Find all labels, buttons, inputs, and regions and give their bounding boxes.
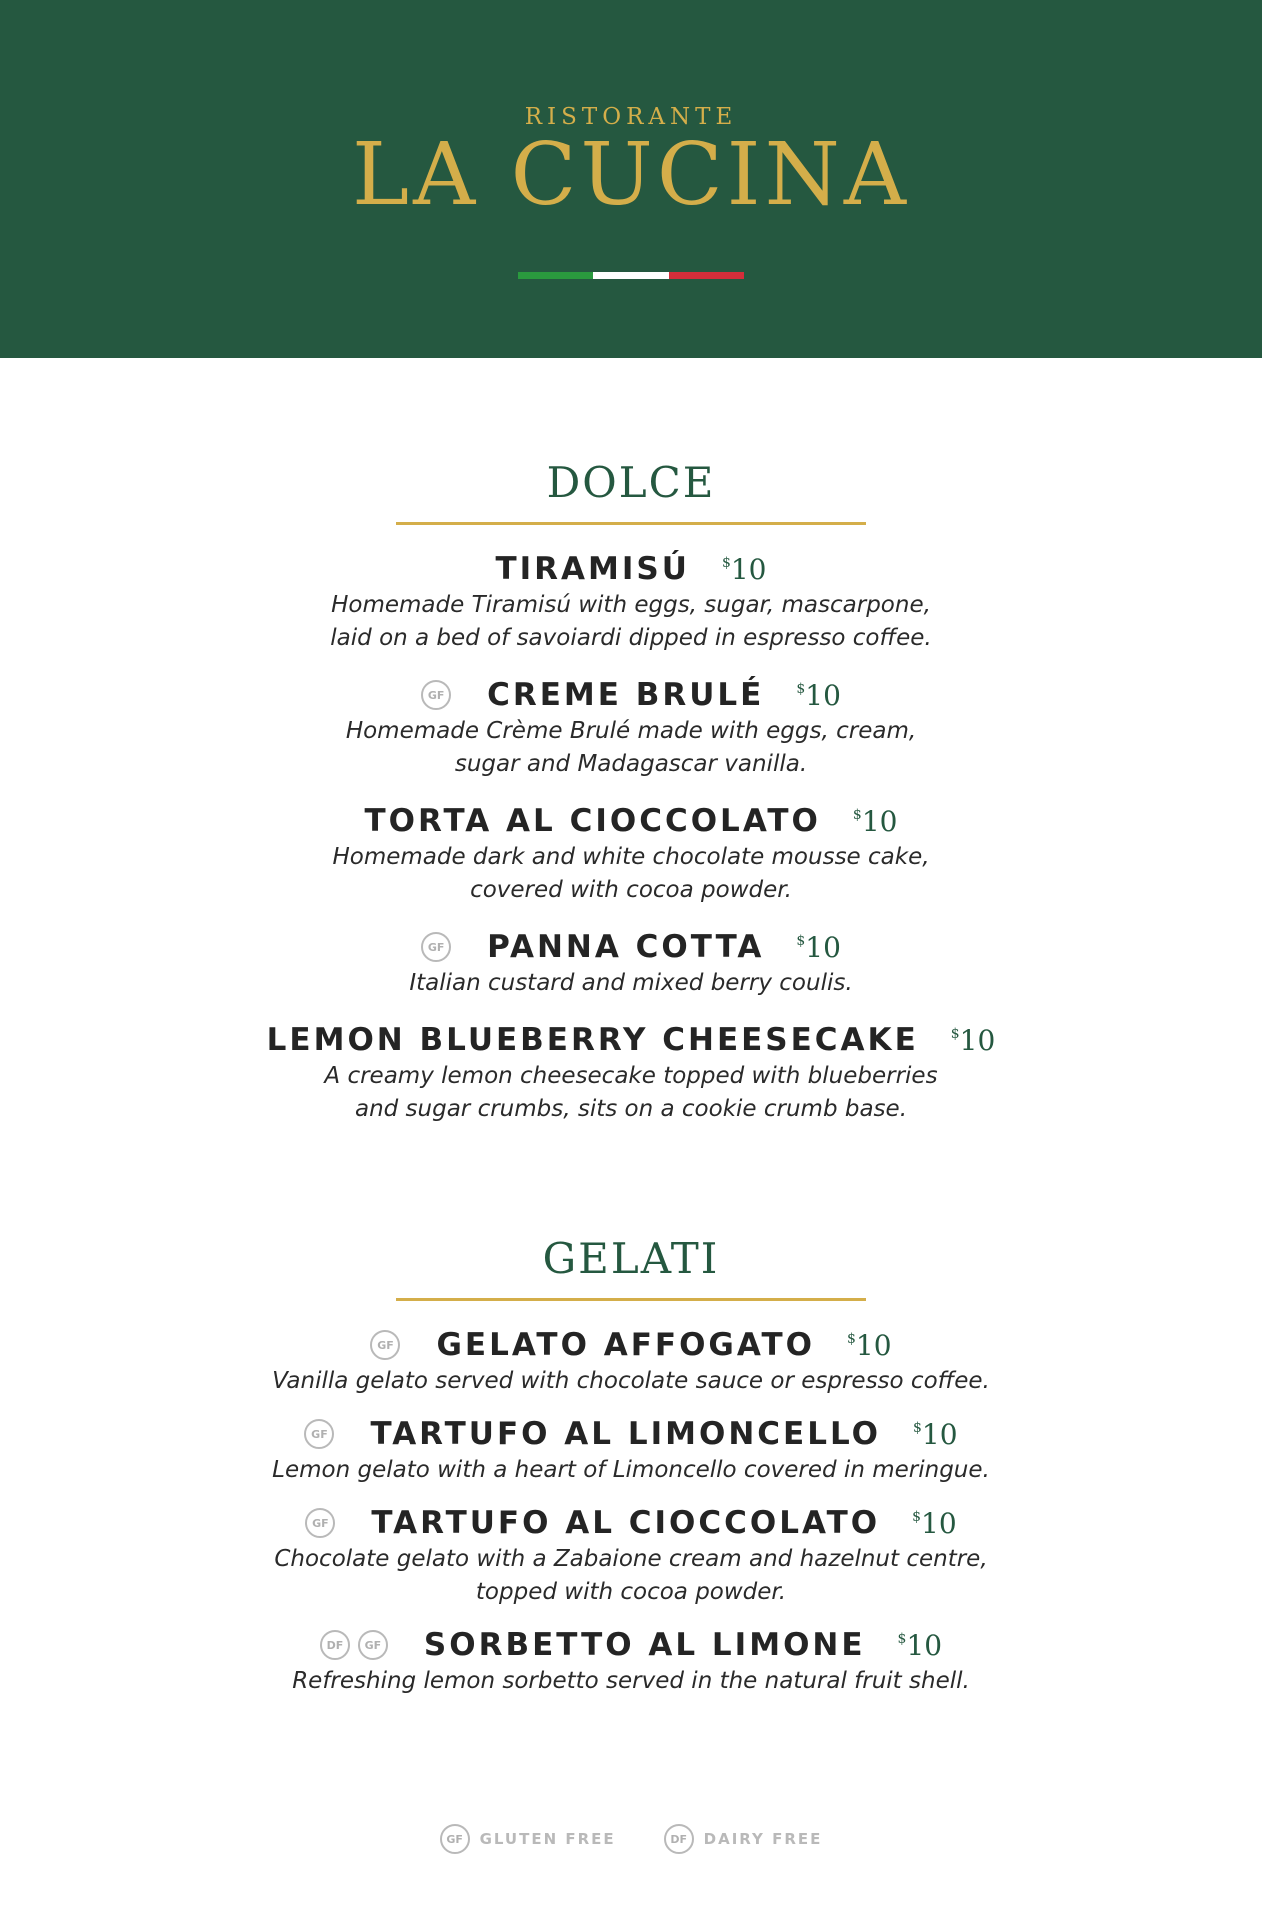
menu-item [0,1327,1262,1398]
menu-item-price [796,679,841,712]
section-dolce [0,458,1262,1126]
menu-item-header [365,803,898,839]
price-amount: 10 [855,1329,892,1362]
menu-item [0,1505,1262,1609]
menu-item-description: A creamy lemon cheesecake topped with blueberries and sugar crumbs, sits on a cookie crumb base. [324,1063,938,1122]
currency-symbol: $ [950,1026,960,1042]
menu-item-header [421,677,841,713]
gluten-free-icon: GF [358,1630,388,1660]
menu-item-price [951,1024,996,1057]
menu-item-name: TIRAMISÚ [495,551,690,587]
currency-symbol: $ [721,555,731,571]
dairy-free-icon: DF [320,1630,350,1660]
menu-item-price [853,805,898,838]
price-amount: 10 [805,931,841,964]
price-amount: 10 [861,805,898,838]
dietary-legend [0,1824,1262,1854]
menu-item-price [912,1507,957,1540]
section-gelati [0,1234,1262,1698]
dairy-free-icon: DF [664,1824,694,1854]
menu-item-header [304,1416,957,1452]
menu-item-header [267,1022,996,1058]
menu-item [0,929,1262,1000]
flag-green [518,272,593,279]
menu-item-header [305,1505,956,1541]
gluten-free-icon: GF [370,1330,400,1360]
menu-item-header [421,929,841,965]
section-divider [396,1298,866,1301]
menu-item [0,551,1262,655]
flag-white [593,272,668,279]
dietary-badges [305,1508,335,1538]
menu-item-description: Refreshing lemon sorbetto served in the natural fruit shell. [292,1668,970,1694]
legend-dairy-free [664,1824,823,1854]
menu-item-price [913,1418,958,1451]
price-amount: 10 [805,679,841,712]
menu-item-description: Homemade Tiramisú with eggs, sugar, mascarpone, laid on a bed of savoiardi dipped in espresso coffee. [330,592,932,651]
menu-item-name: GELATO AFFOGATO [436,1327,815,1363]
section-divider [396,522,866,525]
restaurant-title: LA CUCINA [352,125,910,225]
italian-flag-stripe [518,272,744,279]
section-title: DOLCE [546,458,716,507]
menu-item-header [496,551,767,587]
currency-symbol: $ [912,1509,921,1525]
menu-item-description: Italian custard and mixed berry coulis. [409,970,853,996]
menu-item-header [370,1327,891,1363]
menu-item-price [898,1629,943,1662]
restaurant-subtitle: RISTORANTE [524,104,738,130]
gluten-free-icon: GF [304,1419,334,1449]
menu-item-name: PANNA COTTA [487,929,765,965]
price-amount: 10 [959,1024,996,1057]
currency-symbol: $ [912,1420,922,1436]
menu-item-price [796,931,841,964]
menu-item [0,1022,1262,1126]
menu-item-price [847,1329,892,1362]
price-amount: 10 [921,1507,957,1540]
section-title: GELATI [542,1234,720,1283]
menu-item-price [722,553,767,586]
price-amount: 10 [921,1418,958,1451]
menu-item-name: TARTUFO AL CIOCCOLATO [371,1505,881,1541]
item-list [0,1327,1262,1698]
legend-label: DAIRY FREE [703,1830,823,1848]
menu-item [0,677,1262,781]
menu-item-description: Vanilla gelato served with chocolate sauce or espresso coffee. [272,1368,990,1394]
dietary-badges [304,1419,334,1449]
menu-item [0,1627,1262,1698]
currency-symbol: $ [796,681,806,697]
menu-item [0,1416,1262,1487]
dietary-badges [421,932,451,962]
menu-item-name: TORTA AL CIOCCOLATO [364,803,821,839]
menu-item-name: CREME BRULÉ [487,677,765,713]
gluten-free-icon: GF [440,1824,470,1854]
price-amount: 10 [730,553,767,586]
menu-item-name: LEMON BLUEBERRY CHEESECAKE [266,1022,919,1058]
gluten-free-icon: GF [421,932,451,962]
currency-symbol: $ [846,1331,856,1347]
gluten-free-icon: GF [305,1508,335,1538]
menu-item-description: Chocolate gelato with a Zabaione cream and hazelnut centre, topped with cocoa powder. [274,1546,988,1605]
menu-item-description: Lemon gelato with a heart of Limoncello covered in meringue. [272,1457,990,1483]
price-amount: 10 [906,1629,943,1662]
currency-symbol: $ [852,807,862,823]
dietary-badges [370,1330,400,1360]
currency-symbol: $ [897,1631,907,1647]
header-banner [0,0,1262,358]
menu-item-name: SORBETTO AL LIMONE [423,1627,866,1663]
legend-gluten-free [440,1824,616,1854]
dietary-badges [320,1630,388,1660]
menu-item-description: Homemade dark and white chocolate mousse cake, covered with cocoa powder. [332,844,930,903]
flag-red [669,272,744,279]
dietary-badges [421,680,451,710]
item-list [0,551,1262,1126]
menu-item-header [320,1627,942,1663]
legend-label: GLUTEN FREE [479,1830,616,1848]
menu-item-description: Homemade Crème Brulé made with eggs, cream, sugar and Madagascar vanilla. [345,718,917,777]
gluten-free-icon: GF [421,680,451,710]
currency-symbol: $ [796,933,806,949]
menu-item [0,803,1262,907]
menu-item-name: TARTUFO AL LIMONCELLO [370,1416,881,1452]
